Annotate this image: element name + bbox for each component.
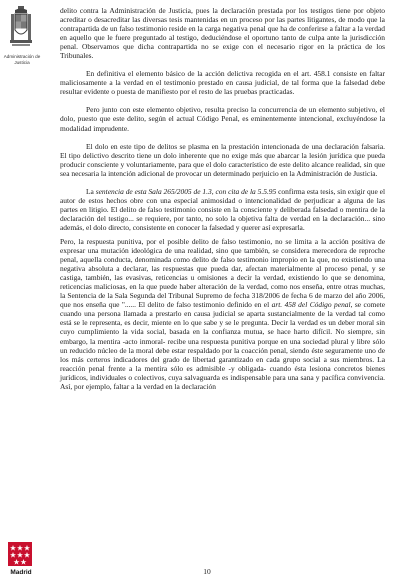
paragraph-3: Pero junto con este elemento objetivo, resulta preciso la concurrencia de un elemento subjetivo, el dolo, puesto que este delito, según el actual Código Penal, es eminentemente intencional, excluyéndose la modalidad imprudente. bbox=[60, 105, 385, 133]
comunidad-madrid-stars-icon bbox=[8, 542, 32, 566]
paragraph-6-text-a: Pero, la respuesta punitiva, por el posible delito de falso testimonio, no se limita a la acción positiva de expresar una mutación ideológica de una realidad, sino que también, se considera merecedora de reproche penal, aquella conducta, denominada como delito de falso testimonio impropio en la que, no existiendo una negativa absoluta a declarar, las respuestas que pueda dar, afectan materialmente al proceso penal, y se castiga, también, las evasivas, reticencias u omisiones a decir la verdad, existiendo lo que se denomina, reticencias maliciosas, en la que puede haber alteración de la verdad, como nos enseña, entre otras muchas, la Sentencia de la Sala Segunda del Tribunal Supremo de fecha 318/2006 de fecha 6 de marzo del año 2006, que nos enseña que "...... El delito de falso testimonio definido en el bbox=[60, 236, 385, 310]
paragraph-1: delito contra la Administración de Justicia, pues la declaración prestada por los testigos tiene por objeto acreditar o desacreditar las diversas tesis mantenidas en un proceso por las partes litigantes, de modo que la contrapartida de un falso testimonio reside en la carga negativa penal que ha de conferirse a faltar a la verdad en aquello que le fuere preguntado al testigo, deduciéndose el oportuno tanto de culpa ante la jurisdicción penal. Observamos que dicha contrapartida no se exige con el necesario rigor en la práctica de los Tribunales. bbox=[60, 6, 385, 61]
paragraph-6-text-b: , se comete cuando una persona llamada a prestarlo en causa judicial se aparta sustancialmente de la verdad tal como está se le representa, es decir, miente en lo que sabe y se le pregunta. Decir la verdad es un deber moral sin cuyo cumplimiento la vida social, basada en la confianza mutua, se hace harto difícil. No siempre, sin embargo, la mentira -acto inmoral- recibe una respuesta punitiva porque en una sociedad plural y libre sólo un reducido núcleo de la moral debe estar respaldado por la coacción penal, siendo éste seguramente uno de los más certeros indicadores del grado de libertad garantizado en cada grupo social a sus miembros. La reacción penal frente a la mentira sólo es admisible -y obligada- cuando ésta lesiona concretos bienes jurídicos, individuales o colectivos, cuya salvaguarda es indispensable para una sana y pacífica convivencia. Así, por ejemplo, faltar a la verdad en la declaración bbox=[60, 300, 385, 391]
paragraph-5 bbox=[60, 187, 385, 232]
paragraph-5-text: confirma esta tesis, sin exigir que el autor de estos hechos obre con una especial animosidad o intencionalidad de perjudicar a alguna de las partes en litigio. El delito de falso testimonio consiste en la consciente y deliberada falsedad o mentira de la declaración del testigo... se requiere, por tanto, no solo la objetiva falta de verdad en la declaración... sino además, el dolo directo, consistente en conocer la falsedad y querer así expresarla. bbox=[60, 186, 386, 232]
sentence-citation: sentencia de esta Sala 265/2005 de 1.3, con cita de la 5.5.95 bbox=[95, 186, 277, 196]
paragraph-2: En definitiva el elemento básico de la acción delictiva recogida en el art. 458.1 consiste en faltar maliciosamente a la verdad en el testimonio prestado en causa judicial, de tal forma que la falsedad debe resultar evidente o puesta de manifiesto por el resto de las pruebas practicadas. bbox=[60, 69, 385, 97]
paragraph-5-lead: La bbox=[86, 186, 96, 196]
document-body bbox=[60, 6, 385, 396]
paragraph-6 bbox=[60, 237, 385, 391]
margin-column bbox=[0, 0, 44, 586]
spain-coat-of-arms-icon bbox=[10, 6, 32, 48]
madrid-label: Madrid bbox=[10, 569, 32, 576]
page-number: 10 bbox=[203, 567, 211, 576]
administration-label: Administración de Justicia bbox=[3, 54, 41, 65]
paragraph-4: El dolo en este tipo de delitos se plasma en la prestación intencionada de una declaración falsaria. El tipo delictivo descrito tiene un dolo inherente que no exige más que abarcar la lesión jurídica que pueda producir consciente y voluntariamente, para que el dolo característico de este delito alcance realidad, sin que sea necesaria la intención adicional de provocar un determinado perjuicio en la Administración de Justicia. bbox=[60, 141, 385, 178]
article-citation: art. 458 del Código penal bbox=[271, 300, 351, 310]
